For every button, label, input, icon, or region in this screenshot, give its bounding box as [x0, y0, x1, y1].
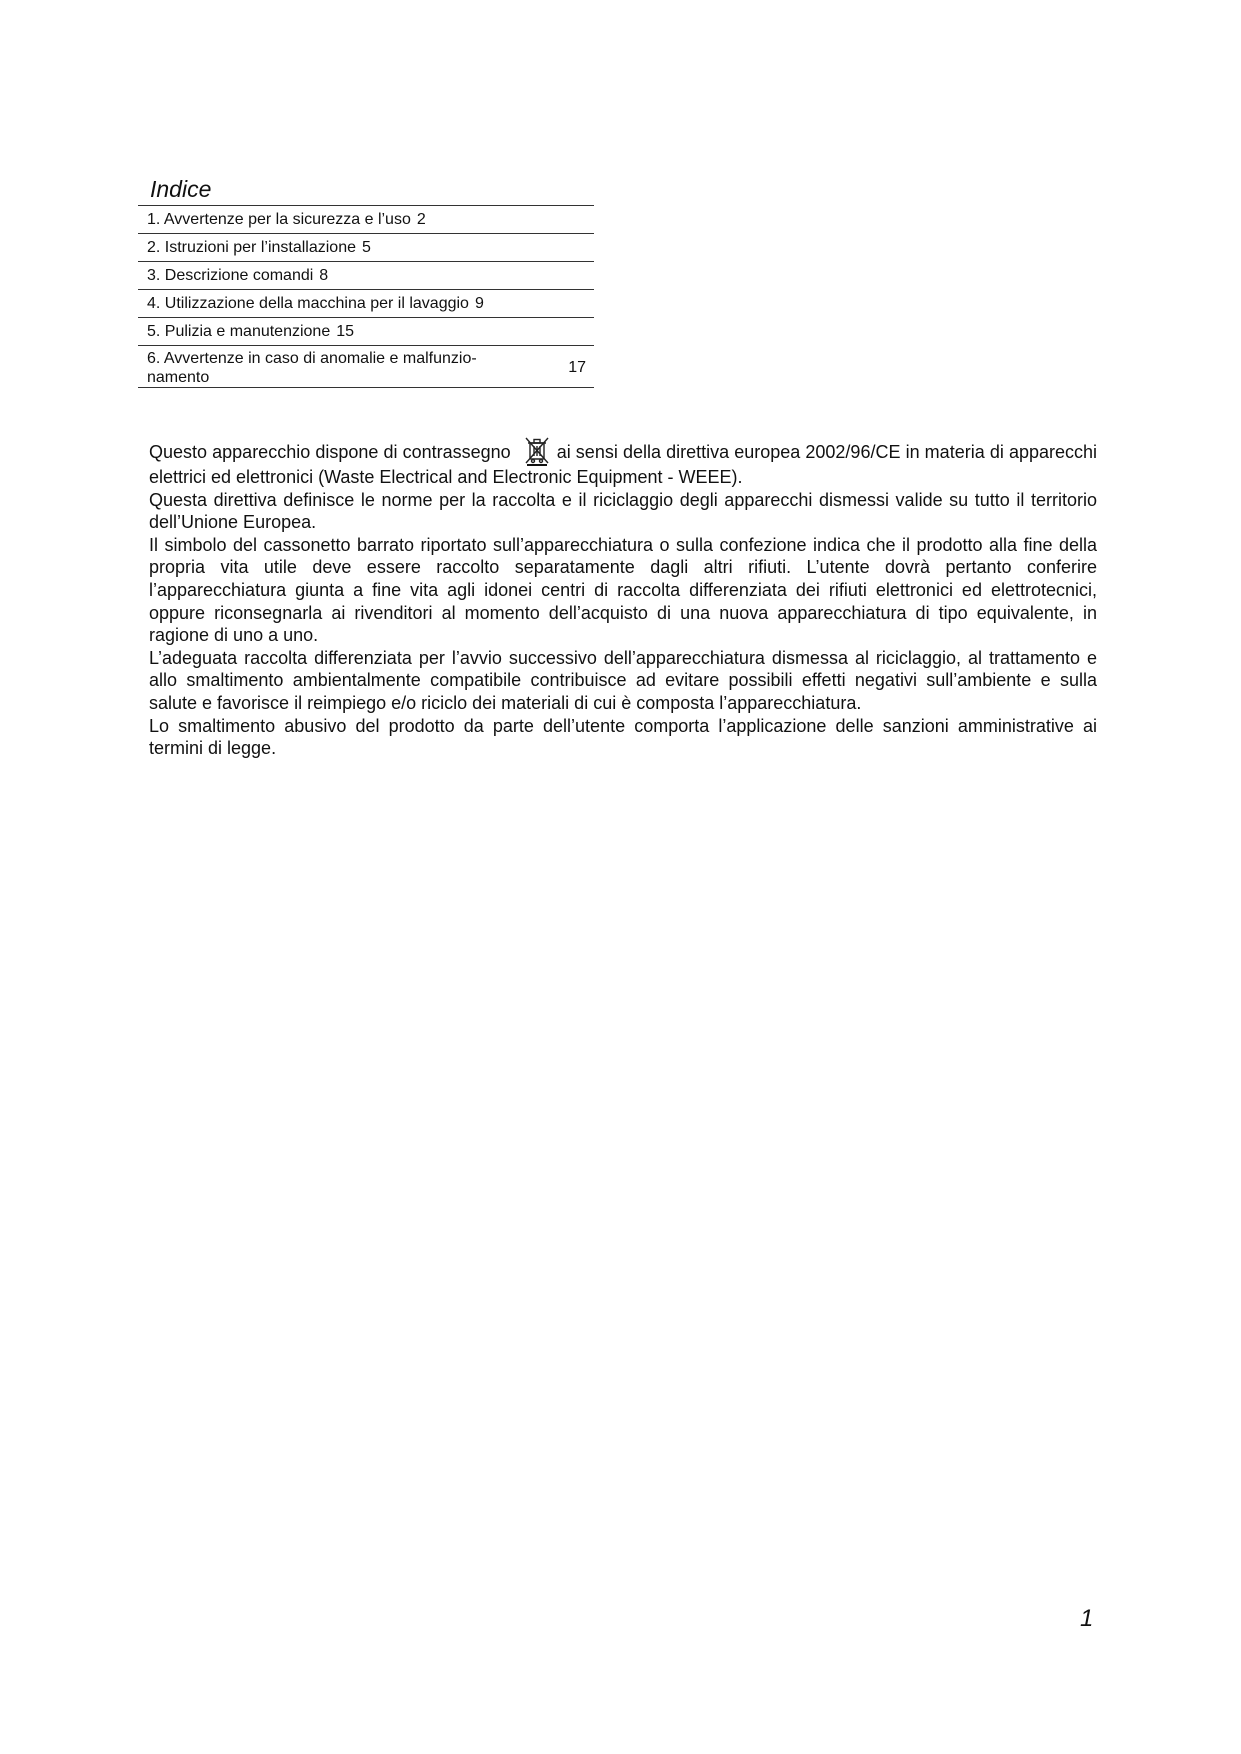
toc-item-page: 5	[362, 238, 371, 256]
toc-item-label: 6. Avvertenze in caso di anomalie e malfunzio-namento	[147, 349, 477, 386]
notice-paragraph: L’adeguata raccolta differenziata per l’avvio successivo dell’apparecchiatura dismessa al riciclaggio, al trattamento e allo smaltimento ambientalmente compatibile contribuisce ad evitare possibili effetti negativi sull’ambiente e sulla salute e favorisce il reimpiego e/o riciclo dei materiali di cui è composta l’apparecchiatura.	[149, 647, 1097, 713]
toc-item-page: 2	[416, 210, 426, 228]
notice-paragraph: Lo smaltimento abusivo del prodotto da parte dell’utente comporta l’applicazione delle sanzioni amministrative ai termini di legge.	[149, 715, 1097, 759]
toc-item-page: 17	[568, 358, 586, 376]
table-of-contents	[138, 205, 594, 388]
toc-item-label: 5. Pulizia e manutenzione	[147, 323, 331, 340]
weee-notice	[149, 436, 1097, 760]
crossed-out-wheelie-bin-icon	[523, 436, 551, 466]
toc-item-label: 3. Descrizione comandi	[147, 267, 314, 284]
toc-item[interactable]	[138, 262, 594, 290]
page-number: 1	[1080, 1605, 1094, 1632]
toc-title: Indice	[150, 176, 212, 202]
notice-text: ai sensi della direttiva europea 2002/96/CE in materia di apparecchi elettrici ed elettronici (Waste Electrical and Electronic Equipment - WEEE).	[149, 442, 1097, 487]
toc-item-page: 9	[474, 294, 484, 312]
toc-item-label: 4. Utilizzazione della macchina per il lavaggio	[147, 295, 469, 312]
toc-item-label: 1. Avvertenze per la sicurezza e l’uso	[147, 211, 411, 228]
toc-item-label: 2. Istruzioni per l’installazione	[147, 239, 356, 256]
notice-paragraph	[149, 436, 1097, 489]
toc-item[interactable]	[138, 318, 594, 346]
toc-item[interactable]	[138, 234, 594, 262]
notice-paragraph: Questa direttiva definisce le norme per la raccolta e il riciclaggio degli apparecchi dismessi valide su tutto il territorio dell’Unione Europea.	[149, 489, 1097, 533]
toc-item[interactable]	[138, 290, 594, 318]
toc-item[interactable]	[138, 206, 594, 234]
notice-text: Questo apparecchio dispone di contrassegno	[149, 442, 511, 462]
toc-item-page: 15	[336, 322, 355, 340]
notice-paragraph: Il simbolo del cassonetto barrato riportato sull’apparecchiatura o sulla confezione indica che il prodotto alla fine della propria vita utile deve essere raccolto separatamente dagli altri rifiuti. L’utente dovrà pertanto conferire l’apparecchiatura giunta a fine vita agli idonei centri di raccolta differenziata dei rifiuti elettronici ed elettrotecnici, oppure riconsegnarla ai rivenditori al momento dell’acquisto di una nuova apparecchiatura di tipo equivalente, in ragione di uno a uno.	[149, 534, 1097, 646]
toc-item-page: 8	[319, 266, 329, 284]
toc-item[interactable]	[138, 346, 594, 388]
